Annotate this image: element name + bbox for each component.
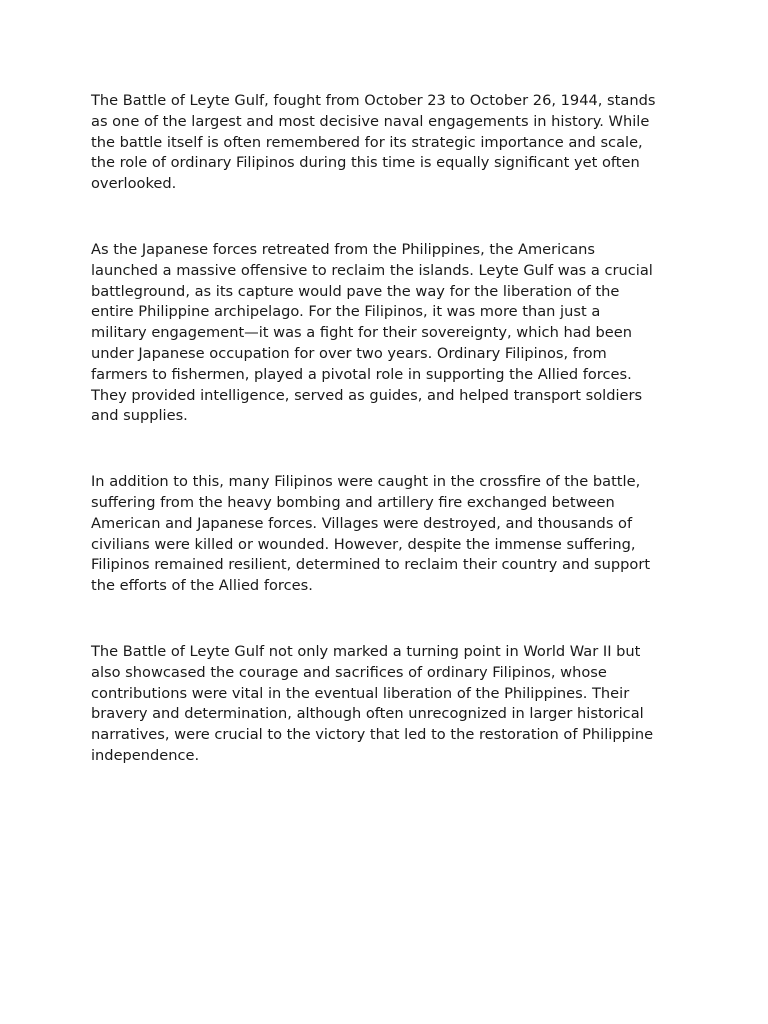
paragraph-2: As the Japanese forces retreated from the Philippines, the Americans launched a massive offensive to reclaim the islands. Leyte Gulf was a crucial battleground, as its capture would pave the way for the liberation of the entire Philippine archipelago. For the Filipinos, it was more than just a military engagement—it was a fight for their sovereignty, which had been under Japanese occupation for over two years. Ordinary Filipinos, from farmers to fishermen, played a pivotal role in supporting the Allied forces. They provided intelligence, served as guides, and helped transport soldiers and supplies. xyxy=(91,240,653,425)
paragraph-1: The Battle of Leyte Gulf, fought from October 23 to October 26, 1944, stands as one of the largest and most decisive naval engagements in history. While the battle itself is often remembered for its strategic importance and scale, the role of ordinary Filipinos during this time is equally significant yet often overlooked. xyxy=(91,92,656,193)
paragraph-3: In addition to this, many Filipinos were caught in the crossfire of the battle, suffering from the heavy bombing and artillery fire exchanged between American and Japanese forces. Villages were destroyed, and thousands of civilians were killed or wounded. However, despite the immense suffering, Filipinos remained resilient, determined to reclaim their country and support the efforts of the Allied forces. xyxy=(91,473,651,595)
document-body xyxy=(91,91,681,767)
paragraph-4: The Battle of Leyte Gulf not only marked a turning point in World War II but also showcased the courage and sacrifices of ordinary Filipinos, whose contributions were vital in the eventual liberation of the Philippines. Their bravery and determination, although often unrecognized in larger historical narratives, were crucial to the victory that led to the restoration of Philippine independence. xyxy=(91,642,654,764)
